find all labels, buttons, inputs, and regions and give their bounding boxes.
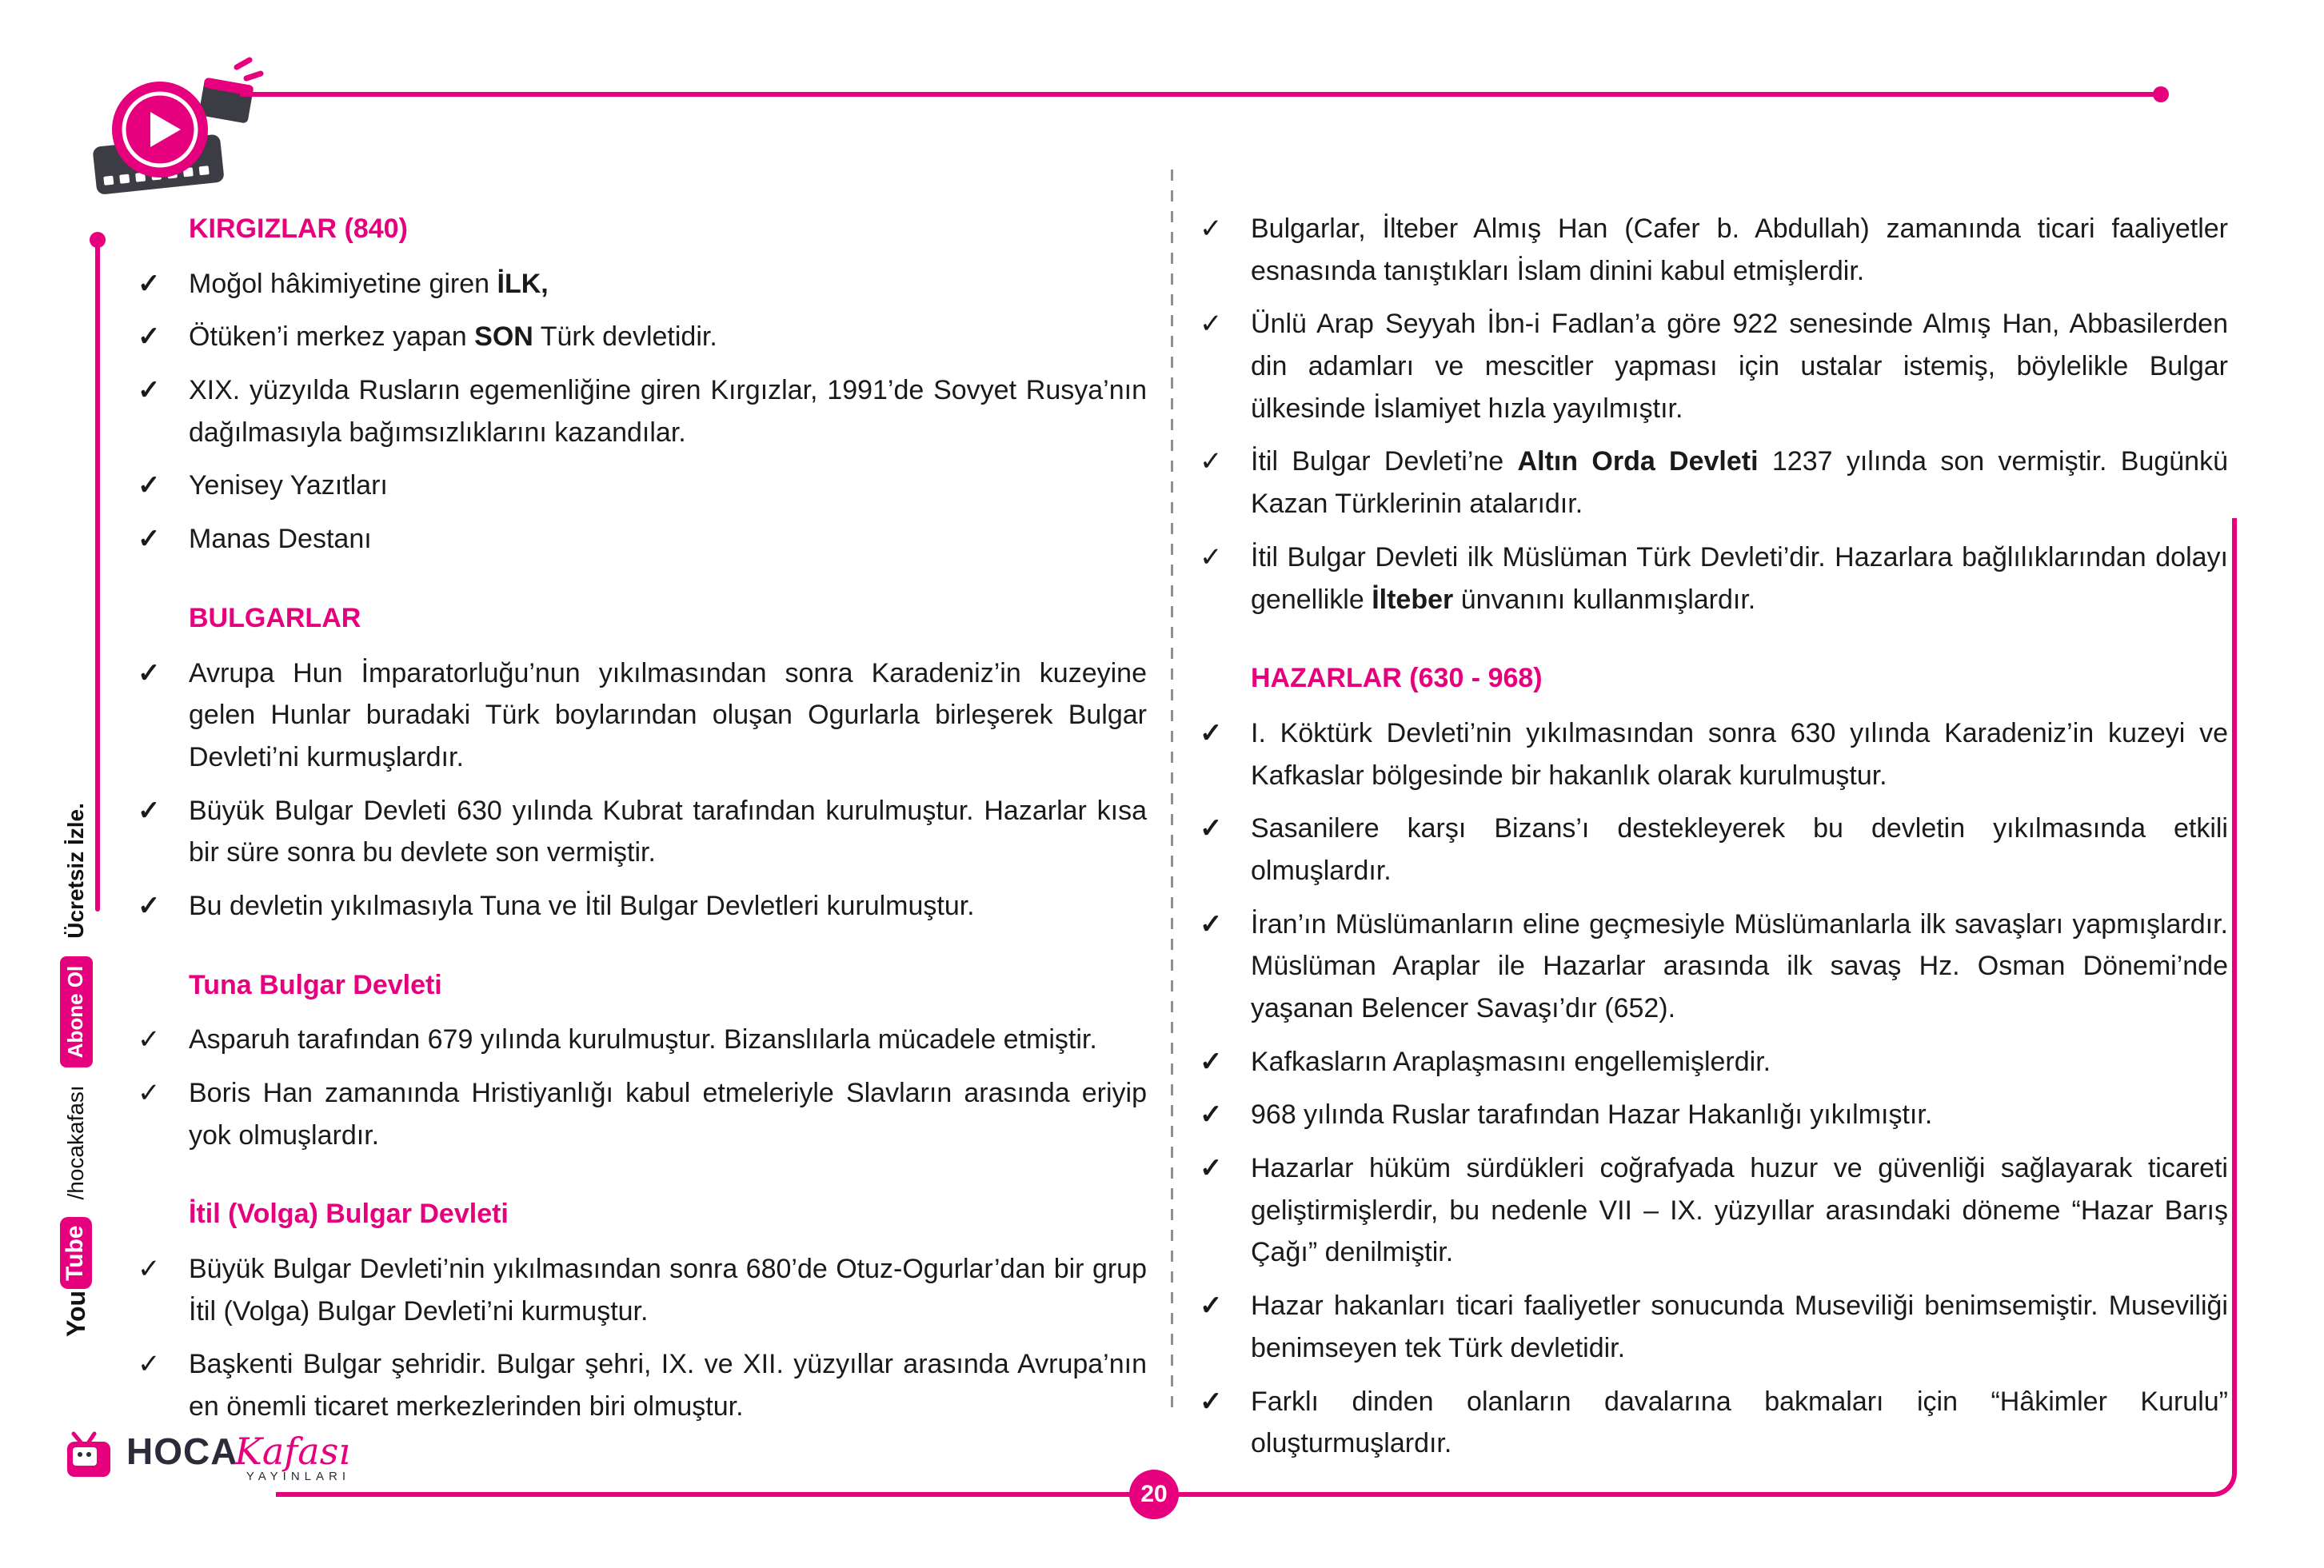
bullet-text: Bu devletin yıkılmasıyla Tuna ve İtil Bulgar Devletleri kurulmuştur. xyxy=(189,890,975,921)
check-icon: ✓ xyxy=(1200,1153,1223,1184)
check-icon: ✓ xyxy=(138,890,161,921)
bullet-item xyxy=(138,790,1147,874)
check-icon: ✓ xyxy=(138,1024,161,1055)
bullet-item xyxy=(1200,303,2228,429)
bullet-item xyxy=(1200,712,2228,796)
check-icon: ✓ xyxy=(1200,541,1223,573)
youtube-logo-you: You xyxy=(61,1290,90,1337)
section-subheading: İtil (Volga) Bulgar Devleti xyxy=(189,1199,509,1230)
check-icon: ✓ xyxy=(138,657,161,688)
motion-dashes-icon xyxy=(237,60,261,78)
section-heading: KIRGIZLAR (840) xyxy=(189,213,408,244)
video-play-icon xyxy=(80,56,272,216)
check-icon: ✓ xyxy=(138,524,161,555)
bullet-item xyxy=(138,885,1147,928)
bullet-text: İtil Bulgar Devleti ilk Müslüman Türk Devleti’dir. Hazarlara bağlılıklarından dolayı genellikle İlteber ünvanını kullanmışlardır. xyxy=(1251,541,2228,615)
bullet-text: İtil Bulgar Devleti’ne Altın Orda Devleti 1237 yılında son vermiştir. Bugünkü Kazan Türklerinin atalarıdır. xyxy=(1251,446,2228,520)
check-icon: ✓ xyxy=(138,1078,161,1108)
check-icon: ✓ xyxy=(1200,213,1223,244)
bullet-text: İran’ın Müslümanların eline geçmesiyle Müslümanlarla ilk savaşları yapmışlardır. Müslüman Araplar ile Hazarlar arasında ilk savaş Hz. Osman Dönemi’nde yaşanan Belencer Savaşı’dır (652). xyxy=(1251,908,2228,1023)
check-icon: ✓ xyxy=(1200,309,1223,340)
bullet-item xyxy=(1200,1381,2228,1465)
check-icon: ✓ xyxy=(1200,908,1223,940)
bullet-text: Boris Han zamanında Hristiyanlığı kabul etmeleriyle Slavların arasında eriyip yok olmuşlardır. xyxy=(189,1078,1147,1151)
bullet-text: Ötüken’i merkez yapan SON Türk devletidir. xyxy=(189,321,717,353)
top-rule-end-dot xyxy=(2153,86,2169,102)
bullet-text: Avrupa Hun İmparatorluğu’nun yıkılmasından sonra Karadeniz’in kuzeyine gelen Hunlar buradaki Türk boylarından oluşan Ogurlarla birleşerek Bulgar Devleti’ni kurmuşlardır. xyxy=(189,657,1147,772)
subscribe-badge: Abone Ol xyxy=(60,956,93,1068)
bullet-text: Asparuh tarafından 679 yılında kurulmuştur. Bizanslılarla mücadele etmiştir. xyxy=(189,1024,1097,1055)
check-icon: ✓ xyxy=(1200,446,1223,477)
check-icon: ✓ xyxy=(138,470,161,501)
bullet-item xyxy=(1200,1285,2228,1369)
bullet-item xyxy=(1200,1147,2228,1274)
check-icon: ✓ xyxy=(1200,1291,1223,1322)
check-icon: ✓ xyxy=(138,795,161,826)
bullet-item xyxy=(138,518,1147,561)
bullet-item xyxy=(1200,208,2228,292)
column-divider xyxy=(1171,170,1173,1407)
bullet-item xyxy=(1200,808,2228,892)
check-icon: ✓ xyxy=(138,268,161,299)
youtube-sidebar xyxy=(53,803,99,1337)
bullet-text: Yenisey Yazıtları xyxy=(189,470,388,501)
bullet-item xyxy=(1200,1094,2228,1136)
check-icon: ✓ xyxy=(1200,1046,1223,1077)
publisher-logo xyxy=(62,1430,350,1483)
bullet-text: Büyük Bulgar Devleti’nin yıkılmasından sonra 680’de Otuz-Ogurlar’dan bir grup İtil (Volga) Bulgar Devleti’ni kurmuştur. xyxy=(189,1254,1147,1327)
tv-mascot-icon xyxy=(62,1430,118,1483)
youtube-logo xyxy=(60,1218,92,1338)
check-icon: ✓ xyxy=(138,375,161,406)
youtube-logo-tube: Tube xyxy=(60,1218,92,1289)
bullet-item xyxy=(1200,537,2228,620)
bullet-text: Hazar hakanları ticari faaliyetler sonucunda Museviliği benimsemiştir. Museviliği benimseyen tek Türk devletidir. xyxy=(1251,1291,2228,1363)
bullet-text: XIX. yüzyılda Rusların egemenliğine giren Kırgızlar, 1991’de Sovyet Rusya’nın dağılmasıyla bağımsızlıklarını kazandılar. xyxy=(189,375,1147,448)
bullet-item xyxy=(138,1072,1147,1156)
bullet-item xyxy=(138,369,1147,453)
publisher-logo-text xyxy=(126,1430,350,1483)
bullet-item xyxy=(138,1343,1147,1427)
bullet-text: Bulgarlar, İlteber Almış Han (Cafer b. Abdullah) zamanında ticari faaliyetler esnasında tanıştıkları İslam dinini kabul etmişlerdir. xyxy=(1251,213,2228,286)
check-icon: ✓ xyxy=(138,1254,161,1285)
watch-free-label: Ücretsiz İzle. xyxy=(63,803,88,939)
bullet-text: Hazarlar hüküm sürdükleri coğrafyada huzur ve güvenliği sağlayarak ticareti geliştirmişlerdir, bu nedenle VII – IX. yüzyıllar arasındaki döneme “Hazar Barış Çağı” denilmiştir. xyxy=(1251,1153,2228,1268)
check-icon: ✓ xyxy=(1200,1386,1223,1417)
right-column xyxy=(1200,208,2228,1476)
top-rule xyxy=(240,92,2159,97)
bullet-text: Büyük Bulgar Devleti 630 yılında Kubrat tarafından kurulmuştur. Hazarlar kısa bir süre sonra bu devlete son vermiştir. xyxy=(189,795,1147,868)
brand-subtitle: YAYINLARI xyxy=(246,1470,351,1483)
bullet-item xyxy=(138,316,1147,358)
check-icon: ✓ xyxy=(1200,1099,1223,1131)
bullet-item xyxy=(1200,904,2228,1030)
bullet-text: Manas Destanı xyxy=(189,524,372,555)
bullet-text: Başkenti Bulgar şehridir. Bulgar şehri, IX. ve XII. yüzyıllar arasında Avrupa’nın en önemli ticaret merkezlerinden biri olmuştur. xyxy=(189,1349,1147,1422)
bullet-text: Sasanilere karşı Bizans’ı destekleyerek bu devletin yıkılmasında etkili olmuşlardır. xyxy=(1251,813,2228,886)
bullet-text: I. Köktürk Devleti’nin yıkılmasından sonra 630 yılında Karadeniz’in kuzeyi ve Kafkaslar bölgesinde bir hakanlık olarak kurulmuştur. xyxy=(1251,717,2228,791)
section-subheading: Tuna Bulgar Devleti xyxy=(189,969,442,1000)
brand-name-hoca: HOCA xyxy=(126,1430,238,1472)
check-icon: ✓ xyxy=(138,1349,161,1380)
bullet-text: 968 yılında Ruslar tarafından Hazar Hakanlığı yıkılmıştır. xyxy=(1251,1099,1933,1131)
bullet-item xyxy=(138,1248,1147,1332)
clapperboard-icon xyxy=(198,78,254,124)
check-icon: ✓ xyxy=(1200,813,1223,844)
brand-name-kafasi: Kafası xyxy=(234,1430,351,1473)
left-rule xyxy=(95,241,100,912)
bullet-item xyxy=(1200,441,2228,525)
youtube-handle: /hocakafası xyxy=(63,1085,88,1200)
check-icon: ✓ xyxy=(1200,717,1223,748)
bullet-text: Farklı dinden olanların davalarına bakmaları için “Hâkimler Kurulu” oluşturmuşlardır. xyxy=(1251,1386,2228,1459)
bullet-text: Kafkasların Araplaşmasını engellemişlerdir. xyxy=(1251,1046,1771,1077)
bullet-item xyxy=(138,465,1147,507)
bullet-item xyxy=(138,652,1147,779)
bullet-item xyxy=(138,1019,1147,1061)
check-icon: ✓ xyxy=(138,321,161,353)
page-number-badge xyxy=(1129,1470,1179,1519)
bullet-text: Moğol hâkimiyetine giren İLK, xyxy=(189,268,549,299)
page-number: 20 xyxy=(1140,1481,1168,1507)
section-heading: BULGARLAR xyxy=(189,602,361,633)
left-column xyxy=(138,208,1147,1439)
bullet-item xyxy=(1200,1041,2228,1083)
bullet-text: Ünlü Arap Seyyah İbn-i Fadlan’a göre 922 senesinde Almış Han, Abbasilerden din adamları ve mescitler yapması için ustalar istemiş, böylelikle Bulgar ülkesinde İslamiyet hızla yayılmıştır. xyxy=(1251,309,2228,424)
section-heading: HAZARLAR (630 - 968) xyxy=(1251,663,1543,694)
bullet-item xyxy=(138,263,1147,305)
